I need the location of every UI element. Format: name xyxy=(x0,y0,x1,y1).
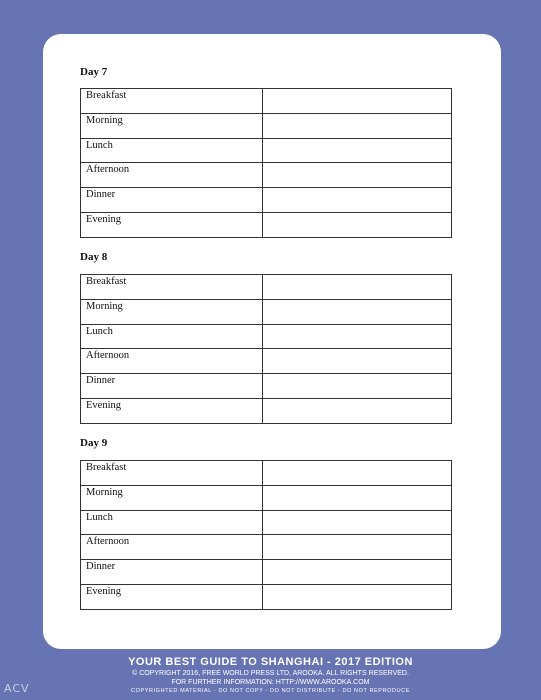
slot-label: Afternoon xyxy=(81,349,263,374)
slot-label: Morning xyxy=(81,113,263,138)
day-9-title: Day 9 xyxy=(80,437,108,449)
slot-entry[interactable] xyxy=(263,535,452,560)
table-row xyxy=(81,349,452,374)
slot-entry[interactable] xyxy=(263,275,452,300)
slot-entry[interactable] xyxy=(263,212,452,237)
table-row xyxy=(81,212,452,237)
day-8-table xyxy=(80,274,452,424)
table-row xyxy=(81,113,452,138)
table-row xyxy=(81,510,452,535)
table-row xyxy=(81,275,452,300)
corner-mark: ACV xyxy=(4,682,30,695)
table-row xyxy=(81,138,452,163)
day-9-table xyxy=(80,460,452,610)
slot-label: Lunch xyxy=(81,510,263,535)
slot-label: Morning xyxy=(81,485,263,510)
slot-entry[interactable] xyxy=(263,349,452,374)
slot-entry[interactable] xyxy=(263,485,452,510)
slot-entry[interactable] xyxy=(263,299,452,324)
table-row xyxy=(81,89,452,114)
table-row xyxy=(81,584,452,609)
slot-label: Lunch xyxy=(81,138,263,163)
table-row xyxy=(81,163,452,188)
slot-entry[interactable] xyxy=(263,374,452,399)
table-row xyxy=(81,398,452,423)
slot-entry[interactable] xyxy=(263,113,452,138)
slot-label: Breakfast xyxy=(81,461,263,486)
day-7-table xyxy=(80,88,452,238)
slot-entry[interactable] xyxy=(263,89,452,114)
table-row xyxy=(81,485,452,510)
slot-entry[interactable] xyxy=(263,324,452,349)
footer-info: FOR FURTHER INFORMATION: HTTP://WWW.AROOKA.COM xyxy=(171,679,370,686)
footer-title: YOUR BEST GUIDE TO SHANGHAI - 2017 EDITION xyxy=(128,656,413,668)
slot-label: Breakfast xyxy=(81,89,263,114)
slot-label: Lunch xyxy=(81,324,263,349)
slot-entry[interactable] xyxy=(263,584,452,609)
slot-entry[interactable] xyxy=(263,188,452,213)
slot-label: Afternoon xyxy=(81,163,263,188)
table-row xyxy=(81,535,452,560)
slot-entry[interactable] xyxy=(263,560,452,585)
slot-label: Afternoon xyxy=(81,535,263,560)
footer-notice: COPYRIGHTED MATERIAL - DO NOT COPY - DO NOT DISTRIBUTE - DO NOT REPRODUCE xyxy=(131,688,410,694)
footer-copyright: © COPYRIGHT 2016, FREE WORLD PRESS LTD, AROOKA. ALL RIGHTS RESERVED. xyxy=(132,670,409,677)
slot-entry[interactable] xyxy=(263,138,452,163)
day-8-title: Day 8 xyxy=(80,251,108,263)
table-row xyxy=(81,299,452,324)
slot-entry[interactable] xyxy=(263,461,452,486)
slot-entry[interactable] xyxy=(263,510,452,535)
table-row xyxy=(81,374,452,399)
slot-label: Dinner xyxy=(81,374,263,399)
slot-label: Morning xyxy=(81,299,263,324)
table-row xyxy=(81,324,452,349)
slot-label: Evening xyxy=(81,398,263,423)
slot-entry[interactable] xyxy=(263,163,452,188)
slot-label: Dinner xyxy=(81,560,263,585)
planner-page xyxy=(43,34,501,649)
day-7-title: Day 7 xyxy=(80,66,108,78)
table-row xyxy=(81,560,452,585)
slot-label: Evening xyxy=(81,584,263,609)
table-row xyxy=(81,188,452,213)
page-footer xyxy=(0,656,541,695)
table-row xyxy=(81,461,452,486)
slot-label: Dinner xyxy=(81,188,263,213)
slot-label: Breakfast xyxy=(81,275,263,300)
slot-label: Evening xyxy=(81,212,263,237)
slot-entry[interactable] xyxy=(263,398,452,423)
